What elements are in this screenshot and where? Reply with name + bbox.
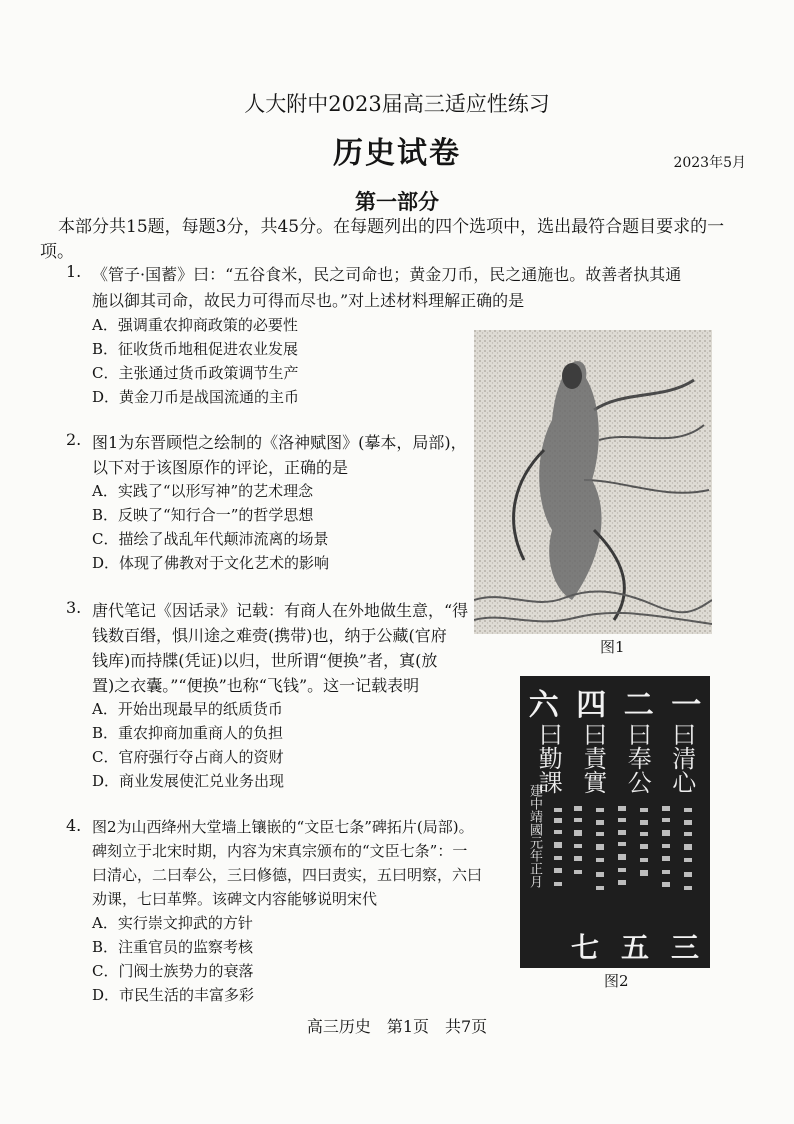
option-a[interactable]: A．开始出现最早的纸质货币 xyxy=(92,700,283,718)
figure-1-caption: 图1 xyxy=(600,638,625,656)
stele-char: 七 xyxy=(570,931,599,964)
exam-school-title: 人大附中2023届高三适应性练习 xyxy=(244,92,550,116)
option-d[interactable]: D．黄金刀币是战国流通的主币 xyxy=(92,388,300,406)
option-a[interactable]: A．实行崇文抑武的方针 xyxy=(92,914,253,932)
question-stem-line: 曰清心，二曰奉公，三曰修德，四曰责实，五曰明察，六曰 xyxy=(92,866,483,884)
part-heading: 第一部分 xyxy=(355,189,439,214)
stele-char: 二 xyxy=(623,688,654,723)
question-stem-line: 图2为山西绛州大堂墙上镶嵌的“文臣七条”碑拓片(局部)。 xyxy=(92,818,474,836)
question-stem-line: 《管子·国蓄》曰：“五谷食米，民之司命也；黄金刀币，民之通施也。故善者执其通 xyxy=(92,265,682,284)
stele-bottom-numerals xyxy=(560,926,710,966)
part-instructions-line1: 本部分共15题，每题3分，共45分。在每题列出的四个选项中，选出最符合题目要求的一 xyxy=(58,217,725,237)
option-d[interactable]: D．市民生活的丰富多彩 xyxy=(92,986,255,1004)
page-footer: 高三历史 第1页 共7页 xyxy=(306,1017,488,1036)
question-number: 4. xyxy=(66,816,82,835)
option-b[interactable]: B．征收货币地租促进农业发展 xyxy=(92,340,299,358)
question-stem-line: 图1为东晋顾恺之绘制的《洛神赋图》(摹本，局部)， xyxy=(92,433,467,452)
figure-1-painting xyxy=(474,330,712,634)
option-c[interactable]: C．官府强行夺占商人的资财 xyxy=(92,748,284,766)
question-number: 3. xyxy=(66,598,82,617)
stele-small-inscription xyxy=(524,802,708,912)
option-b[interactable]: B．重农抑商加重商人的负担 xyxy=(92,724,284,742)
question-number: 2. xyxy=(66,430,82,449)
option-d[interactable]: D．体现了佛教对于文化艺术的影响 xyxy=(92,554,330,572)
stele-char: 六 xyxy=(528,688,559,723)
stele-columns xyxy=(526,722,704,794)
question-stem-line: 碑刻立于北宋时期，内容为宋真宗颁布的“文臣七条”：一 xyxy=(92,842,468,860)
stele-column: 曰奉公 xyxy=(623,722,652,794)
stele-char: 四 xyxy=(576,688,607,723)
question-stem-line: 钱数百缗，惧川途之难赍(携带)也，纳于公藏(官府 xyxy=(92,626,447,645)
figure-2-caption: 图2 xyxy=(604,972,629,990)
exam-subject-title: 历史试卷 xyxy=(333,136,461,171)
figure-2-stele-rubbing xyxy=(520,676,710,968)
question-number: 1. xyxy=(66,262,82,281)
option-b[interactable]: B．注重官员的监察考核 xyxy=(92,938,254,956)
luoshen-painting-image xyxy=(474,330,712,634)
stele-char: 三 xyxy=(670,931,699,964)
option-c[interactable]: C．描绘了战乱年代颠沛流离的场景 xyxy=(92,530,329,548)
option-d[interactable]: D．商业发展使汇兑业务出现 xyxy=(92,772,285,790)
option-c[interactable]: C．门阀士族势力的衰落 xyxy=(92,962,254,980)
stele-small-script-texture xyxy=(524,802,708,912)
question-stem-line: 以下对于该图原作的评论，正确的是 xyxy=(92,458,349,477)
question-stem-line: 施以御其司命，故民力可得而尽也。”对上述材料理解正确的是 xyxy=(92,291,525,310)
option-b[interactable]: B．反映了“知行合一”的哲学思想 xyxy=(92,506,314,524)
question-stem-line: 置)之衣囊。”“便换”也称“飞钱”。这一记载表明 xyxy=(92,676,420,695)
stele-column: 曰責實 xyxy=(578,722,607,794)
option-a[interactable]: A．实践了“以形写神”的艺术理念 xyxy=(92,482,314,500)
option-a[interactable]: A．强调重农抑商政策的必要性 xyxy=(92,316,298,334)
stele-top-numerals xyxy=(520,680,710,724)
exam-date: 2023年5月 xyxy=(673,155,746,171)
question-stem-line: 劝课，七曰革弊。该碑文内容能够说明宋代 xyxy=(92,890,378,908)
option-c[interactable]: C．主张通过货币政策调节生产 xyxy=(92,364,299,382)
stele-char: 五 xyxy=(620,931,649,964)
stele-char: 一 xyxy=(671,688,702,723)
question-stem-line: 唐代笔记《因话录》记载：有商人在外地做生意，“得 xyxy=(92,601,469,620)
stele-date-column: 建中靖國元年正月 xyxy=(527,784,542,888)
question-stem-line: 钱库)而持牒(凭证)以归，世所谓“便换”者，寘(放 xyxy=(92,651,438,670)
part-instructions-line2: 项。 xyxy=(40,242,74,262)
stele-column: 曰勤課 xyxy=(534,722,563,794)
stele-column: 曰清心 xyxy=(667,722,696,794)
